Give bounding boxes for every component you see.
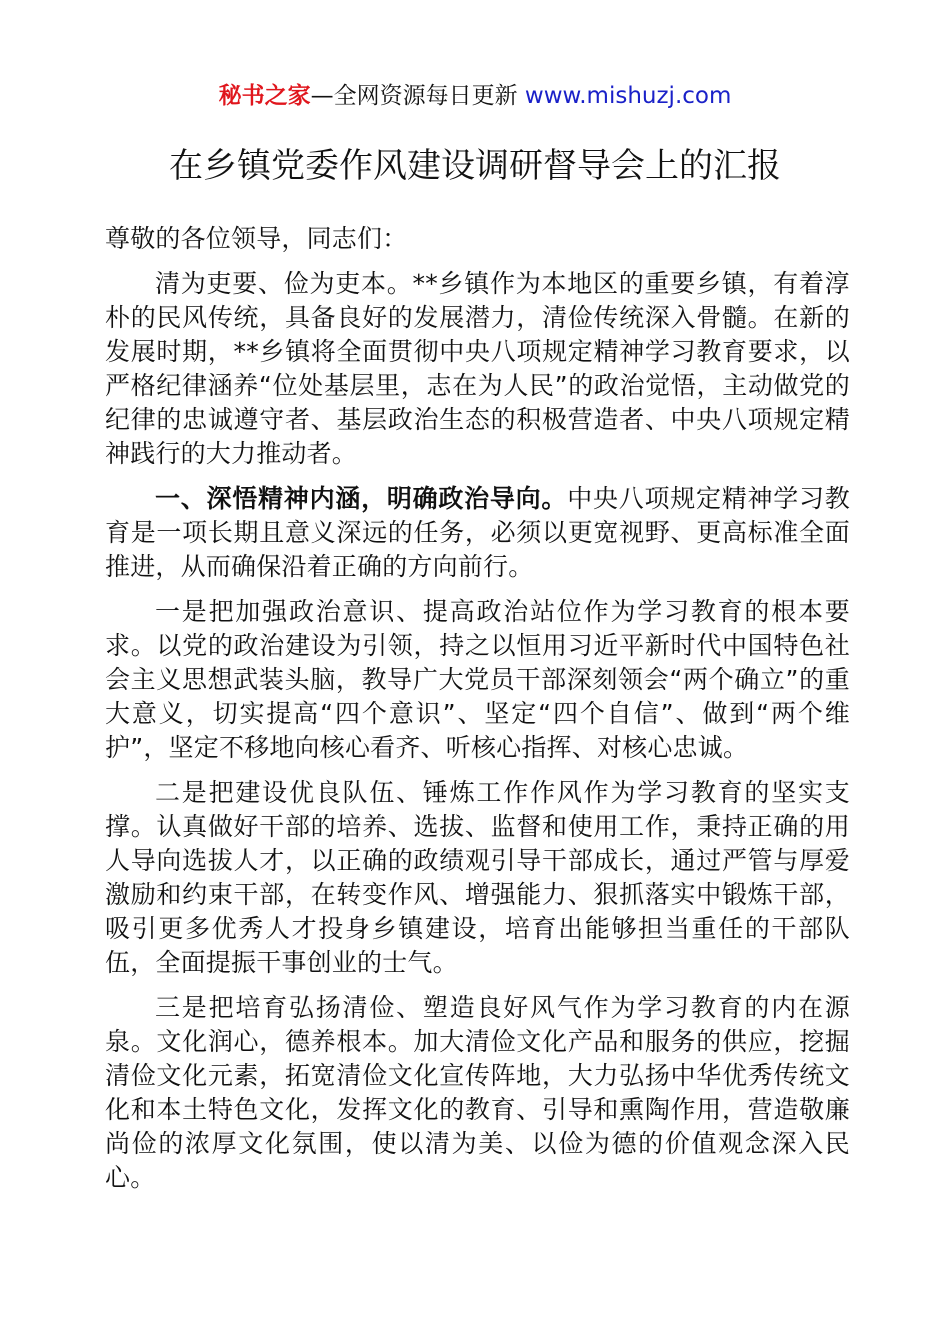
paragraph-point-two [105,776,850,980]
salutation: 尊敬的各位领导，同志们： [105,224,408,253]
paragraph-section-one [105,482,850,584]
site-banner [0,80,950,112]
paragraph-text: 一是把加强政治意识、提高政治站位作为学习教育的根本要求。以党的政治建设为引领，持之以恒用习近平新时代中国特色社会主义思想武装头脑，教导广大党员干部深刻领会“两个确立”的重大意义，切实提高“四个意识”、坚定“四个自信”、做到“两个维护”，坚定不移地向核心看齐、听核心指挥、对核心忠诚。 [105,597,850,762]
site-name: 秘书之家 [218,83,311,109]
paragraph-text: 清为吏要、俭为吏本。**乡镇作为本地区的重要乡镇，有着淳朴的民风传统，具备良好的发展潜力，清俭传统深入骨髓。在新的发展时期，**乡镇将全面贯彻中央八项规定精神学习教育要求，以严格纪律涵养“位处基层里，志在为人民”的政治觉悟，主动做党的纪律的忠诚遵守者、基层政治生态的积极营造者、中央八项规定精神践行的大力推动者。 [105,269,850,468]
paragraph-intro [105,267,850,471]
paragraph-text: 三是把培育弘扬清俭、塑造良好风气作为学习教育的内在源泉。文化润心，德养根本。加大清俭文化产品和服务的供应，挖掘清俭文化元素，拓宽清俭文化宣传阵地，大力弘扬中华优秀传统文化和本土特色文化，发挥文化的教育、引导和熏陶作用，营造敬廉尚俭的浓厚文化氛围，使以清为美、以俭为德的价值观念深入民心。 [105,993,850,1192]
site-url-link[interactable]: www.mishuzj.com [524,83,732,109]
document-title: 在乡镇党委作风建设调研督导会上的汇报 [169,146,781,186]
document-body [105,222,850,1206]
section-heading: 一、深悟精神内涵，明确政治导向。 [155,484,568,513]
paragraph-text: 二是把建设优良队伍、锤炼工作作风作为学习教育的坚实支撑。认真做好干部的培养、选拔、监督和使用工作，秉持正确的用人导向选拔人才，以正确的政绩观引导干部成长，通过严管与厚爱激励和约束干部，在转变作风、增强能力、狠抓落实中锻炼干部，吸引更多优秀人才投身乡镇建设，培育出能够担当重任的干部队伍，全面提振干事创业的士气。 [105,778,850,977]
paragraph-point-three [105,991,850,1195]
paragraph-text: 中央八项规定精神学习教育是一项长期且意义深远的任务，必须以更宽视野、更高标准全面推进，从而确保沿着正确的方向前行。 [105,484,851,581]
site-tagline: —全网资源每日更新 [310,83,525,109]
paragraph-point-one [105,595,850,765]
